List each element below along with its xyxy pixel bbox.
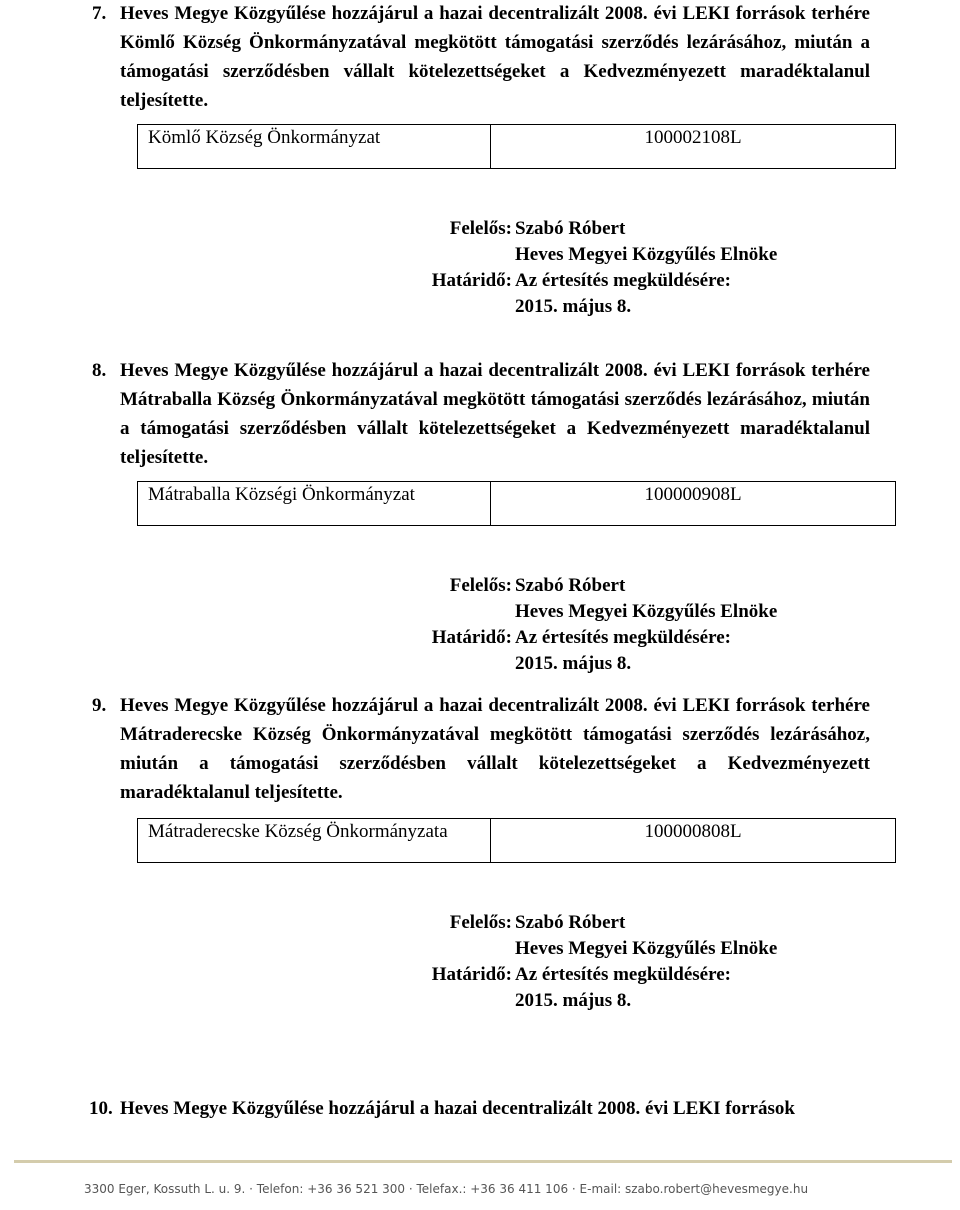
resolution-number: 7. <box>92 3 107 24</box>
responsible-label: Felelős: <box>449 912 512 933</box>
responsible-name: Szabó Róbert <box>515 575 626 596</box>
footer-divider <box>14 1160 952 1163</box>
beneficiary-table <box>137 124 896 169</box>
responsible-label: Felelős: <box>449 218 512 239</box>
deadline-label: Határidő: <box>431 964 512 985</box>
resolution-number: 8. <box>92 360 107 381</box>
resolution-text: Heves Megye Közgyűlése hozzájárul a hazai decentralizált 2008. évi LEKI források terhére Mátraballa Község Önkormányzatával megkötött támogatási szerződés lezárásához, miután a támogatási szerződésben vállalt kötelezettségeket a Kedvezményezett maradéktalanul teljesítette. <box>120 360 870 468</box>
responsibility-block <box>380 573 880 677</box>
responsible-label: Felelős: <box>449 575 512 596</box>
deadline-label: Határidő: <box>431 627 512 648</box>
responsibility-block <box>380 910 880 1014</box>
deadline-text: Az értesítés megküldésére: <box>515 627 731 648</box>
resolution-7 <box>92 0 870 115</box>
resolution-8 <box>92 356 870 472</box>
resolution-number: 9. <box>92 695 107 716</box>
responsible-name: Szabó Róbert <box>515 218 626 239</box>
contract-code: 100000908L <box>644 484 742 505</box>
resolution-text: Heves Megye Közgyűlése hozzájárul a hazai decentralizált 2008. évi LEKI források terhére Kömlő Község Önkormányzatával megkötött támogatási szerződés lezárásához, miután a támogatási szerződésben vállalt kötelezettségeket a Kedvezményezett maradéktalanul teljesítette. <box>120 3 870 111</box>
beneficiary-table <box>137 481 896 526</box>
responsibility-block <box>380 216 880 320</box>
resolution-9 <box>92 691 870 807</box>
deadline-date: 2015. május 8. <box>515 990 632 1011</box>
deadline-date: 2015. május 8. <box>515 296 632 317</box>
resolution-text: Heves Megye Közgyűlése hozzájárul a hazai decentralizált 2008. évi LEKI források <box>120 1098 795 1119</box>
beneficiary-name: Mátraderecske Község Önkormányzata <box>138 819 491 862</box>
resolution-number: 10. <box>89 1098 113 1119</box>
deadline-date: 2015. május 8. <box>515 653 632 674</box>
responsible-name: Szabó Róbert <box>515 912 626 933</box>
contract-code: 100000808L <box>644 821 742 842</box>
responsible-title: Heves Megyei Közgyűlés Elnöke <box>515 938 778 959</box>
deadline-text: Az értesítés megküldésére: <box>515 270 731 291</box>
resolution-text: Heves Megye Közgyűlése hozzájárul a hazai decentralizált 2008. évi LEKI források terhére Mátraderecske Község Önkormányzatával megkötött támogatási szerződés lezárásához, miután a támogatási szerződésben vállalt kötelezettségeket a Kedvezményezett maradéktalanul teljesítette. <box>120 695 870 803</box>
responsible-title: Heves Megyei Közgyűlés Elnöke <box>515 601 778 622</box>
beneficiary-name: Mátraballa Községi Önkormányzat <box>138 482 491 525</box>
resolution-10 <box>89 1094 870 1123</box>
contract-code: 100002108L <box>644 127 742 148</box>
footer-contact: 3300 Eger, Kossuth L. u. 9. · Telefon: +36 36 521 300 · Telefax.: +36 36 411 106 · E-mail: szabo.robert@hevesmegye.hu <box>84 1182 809 1196</box>
deadline-text: Az értesítés megküldésére: <box>515 964 731 985</box>
deadline-label: Határidő: <box>431 270 512 291</box>
responsible-title: Heves Megyei Közgyűlés Elnöke <box>515 244 778 265</box>
beneficiary-table <box>137 818 896 863</box>
beneficiary-name: Kömlő Község Önkormányzat <box>138 125 491 168</box>
